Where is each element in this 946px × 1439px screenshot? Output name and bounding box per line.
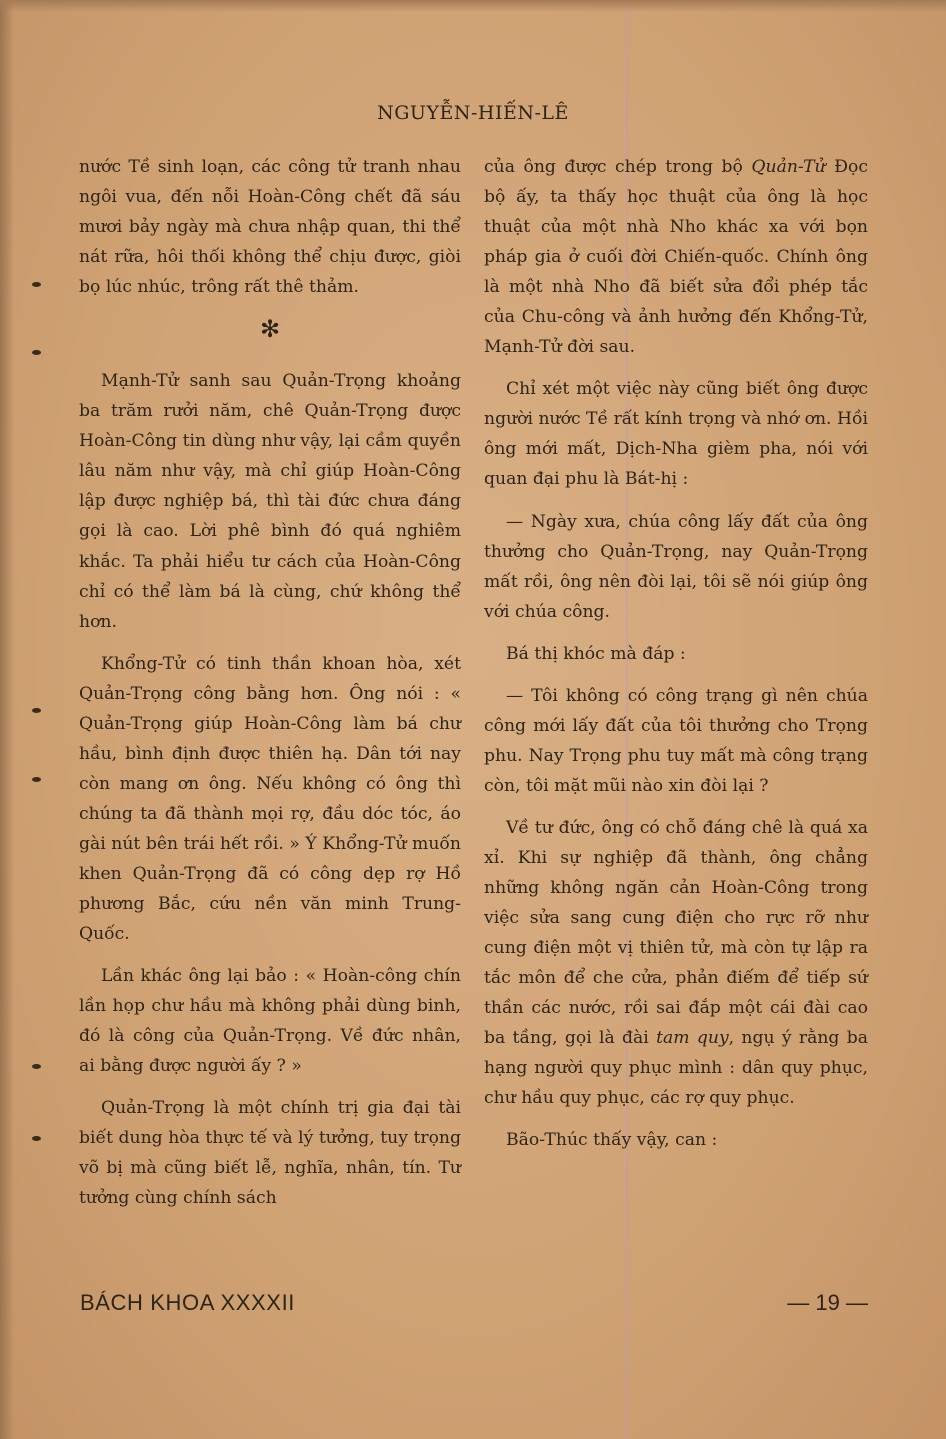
paragraph: Bá thị khóc mà đáp : [506,643,686,664]
paragraph: Mạnh-Tử sanh sau Quản-Trọng khoảng ba trăm rưởi năm, chê Quản-Trọng được Hoàn-Công tin dùng như vậy, lại cầm quyền lâu năm như vậy, mà chỉ giúp Hoàn-Công lập được nghiệp bá, thì tài đức chưa đáng gọi là cao. Lời phê bình đó quá nghiêm khắc. Ta phải hiểu tư cách của Hoàn-Công chỉ có thể làm bá là cùng, chứ không thể hơn. [79,371,461,632]
text-run: của ông được chép trong bộ [484,157,752,177]
book-title: Quản-Tử [751,157,826,177]
emphasis-term: tam quy [656,1028,729,1049]
binding-hole [32,777,41,782]
paragraph [484,152,868,362]
text-run: Đọc bộ ấy, ta thấy học thuật của ông là học thuật của một nhà Nho khác xa với bọn pháp gia ở cuối đời Chiến-quốc. Chính ông là một nhà Nho đã biết sửa đổi phép tắc của Chu-công và ảnh hưởng đến Khổng-Tử, Mạnh-Tử đời sau. [484,157,869,358]
right-column [484,152,868,1167]
paragraph: Bão-Thúc thấy vậy, can : [506,1130,718,1151]
paragraph: Lần khác ông lại bảo : « Hoàn-công chín lần họp chư hầu mà không phải dùng binh, đó là công của Quản-Trọng. Về đức nhân, ai bằng được người ấy ? » [79,966,461,1077]
paragraph: nước Tề sinh loạn, các công tử tranh nhau ngôi vua, đến nỗi Hoàn-Công chết đã sáu mươi bảy ngày mà chưa nhập quan, thi thể nát rữa, hôi thối không thể chịu được, giòi bọ lúc nhúc, trông rất thê thảm. [79,157,461,298]
binding-hole [32,708,41,713]
text-run: , ngụ ý rằng ba hạng người quy phục mình : dân quy phục, chư hầu quy phục, các rợ quy phục. [484,1028,868,1109]
dialogue-paragraph: — Ngày xưa, chúa công lấy đất của ông thưởng cho Quản-Trọng, nay Quản-Trọng mất rồi, ông nên đòi lại, tôi sẽ nói giúp ông với chúa công. [484,511,868,622]
paragraph: Chỉ xét một việc này cũng biết ông được người nước Tề rất kính trọng và nhớ ơn. Hồi ông mới mất, Dịch-Nha gièm pha, nói với quan đại phu là Bát-hị : [484,379,868,490]
journal-name: BÁCH KHOA XXXXII [80,1290,296,1315]
binding-hole [32,282,41,287]
paragraph [484,813,868,1113]
binding-hole [32,350,41,355]
paragraph: Quản-Trọng là một chính trị gia đại tài biết dung hòa thực tế và lý tưởng, tuy trọng võ bị mà cũng biết lễ, nghĩa, nhân, tín. Tư tưởng cùng chính sách [79,1098,461,1209]
binding-hole [32,1064,41,1069]
dialogue-paragraph: — Tôi không có công trạng gì nên chúa công mới lấy đất của tôi thưởng cho Trọng phu. Nay Trọng phu tuy mất mà công trạng còn, tôi mặt mũi nào xin đòi lại ? [484,685,868,796]
page-number: — 19 — [787,1290,868,1315]
binding-hole [32,1136,41,1141]
running-head: NGUYỄN-HIẾN-LÊ [377,102,569,124]
paragraph: Khổng-Tử có tinh thần khoan hòa, xét Quản-Trọng công bằng hơn. Ông nói : « Quản-Trọng giúp Hoàn-Công làm bá chư hầu, bình định được thiên hạ. Dân tới nay còn mang ơn ông. Nếu không có ông thì chúng ta đã thành mọi rợ, đầu dóc tóc, áo gài nút bên trái hết rồi. » Ý Khổng-Tử muốn khen Quản-Trọng đã có công dẹp rợ Hồ phương Bắc, cứu nền văn minh Trung-Quốc. [79,653,461,945]
section-ornament: ✻ [259,315,281,344]
left-column [79,152,461,1226]
text-run: Về tư đức, ông có chỗ đáng chê là quá xa xỉ. Khi sự nghiệp đã thành, ông chẳng những không ngăn cản Hoàn-Công trong việc sửa sang cung điện cho rực rỡ như cung điện một vị thiên tử, mà còn tự lập ra tắc môn để che cửa, phản điếm để tiếp sứ thần các nước, rồi sai đắp một cái đài cao ba tầng, gọi là đài [484,817,868,1049]
